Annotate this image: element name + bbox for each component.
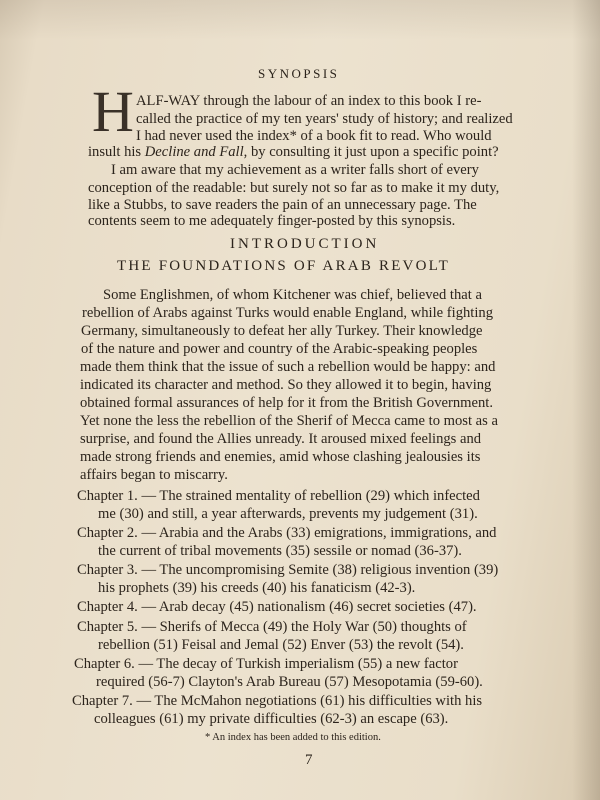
chapter-7-line-2: colleagues (61) my private difficulties (62-3) an escape (63). bbox=[94, 711, 449, 727]
body-line-11: affairs began to miscarry. bbox=[80, 467, 228, 483]
synopsis-title: SYNOPSIS bbox=[258, 66, 340, 81]
body-line-6: indicated its character and method. So they allowed it to begin, having bbox=[80, 377, 492, 393]
body-line-5: made them think that the issue of such a rebellion would be happy: and bbox=[80, 359, 496, 375]
chapter-4-line-1: Chapter 4. — Arab decay (45) nationalism (46) secret societies (47). bbox=[77, 599, 477, 615]
synopsis-line-4-a: insult his bbox=[88, 144, 145, 160]
body-line-9: surprise, and found the Allies unready. It aroused mixed feelings and bbox=[80, 431, 482, 447]
page-edge-shadow bbox=[572, 0, 600, 800]
page-number: 7 bbox=[305, 752, 313, 768]
chapter-3-line-2: his prophets (39) his creeds (40) his fanaticism (42-3). bbox=[98, 580, 416, 596]
body-line-3: Germany, simultaneously to defeat her ally Turkey. Their knowledge bbox=[81, 323, 483, 339]
synopsis-line-3: I had never used the index* of a book fit to read. Who would bbox=[136, 128, 492, 144]
synopsis-line-4 bbox=[88, 143, 499, 161]
body-line-10: made strong friends and enemies, amid whose clashing jealousies its bbox=[80, 449, 481, 465]
synopsis-line-8: contents seem to me adequately finger-posted by this synopsis. bbox=[88, 213, 456, 229]
synopsis-line-5: I am aware that my achievement as a writer falls short of every bbox=[111, 162, 479, 178]
synopsis-line-1: ALF-WAY through the labour of an index to this book I re- bbox=[136, 93, 482, 109]
chapter-6-line-2: required (56-7) Clayton's Arab Bureau (57) Mesopotamia (59-60). bbox=[96, 674, 483, 690]
synopsis-line-4-italic: Decline and Fall bbox=[144, 144, 244, 160]
page-top-shadow bbox=[0, 0, 600, 40]
synopsis-line-4-b: , by consulting it just upon a specific point? bbox=[243, 144, 499, 160]
chapter-2-line-2: the current of tribal movements (35) sessile or nomad (36-37). bbox=[98, 543, 462, 559]
chapter-5-line-2: rebellion (51) Feisal and Jemal (52) Enver (53) the revolt (54). bbox=[98, 637, 464, 653]
synopsis-line-7: like a Stubbs, to save readers the pain of an unnecessary page. The bbox=[88, 197, 477, 213]
foundations-heading: THE FOUNDATIONS OF ARAB REVOLT bbox=[117, 258, 450, 274]
body-line-7: obtained formal assurances of help for it from the British Government. bbox=[80, 395, 493, 411]
synopsis-line-6: conception of the readable: but surely not so far as to make it my duty, bbox=[88, 180, 500, 196]
chapter-3-line-1: Chapter 3. — The uncompromising Semite (38) religious invention (39) bbox=[77, 562, 499, 578]
introduction-heading: INTRODUCTION bbox=[230, 236, 380, 252]
chapter-1-line-2: me (30) and still, a year afterwards, prevents my judgement (31). bbox=[98, 506, 478, 522]
body-line-2: rebellion of Arabs against Turks would enable England, while fighting bbox=[82, 305, 493, 321]
footnote: * An index has been added to this edition. bbox=[205, 732, 381, 743]
body-line-1: Some Englishmen, of whom Kitchener was chief, believed that a bbox=[103, 287, 482, 303]
drop-cap: H bbox=[92, 79, 134, 144]
chapter-2-line-1: Chapter 2. — Arabia and the Arabs (33) emigrations, immigrations, and bbox=[77, 525, 497, 541]
body-line-8: Yet none the less the rebellion of the Sherif of Mecca came to most as a bbox=[80, 413, 498, 429]
chapter-1-line-1: Chapter 1. — The strained mentality of rebellion (29) which infected bbox=[77, 488, 480, 504]
body-line-4: of the nature and power and country of the Arabic-speaking peoples bbox=[81, 341, 478, 357]
chapter-6-line-1: Chapter 6. — The decay of Turkish imperialism (55) a new factor bbox=[74, 656, 458, 672]
synopsis-line-2: called the practice of my ten years' study of history; and realized bbox=[136, 111, 513, 127]
chapter-7-line-1: Chapter 7. — The McMahon negotiations (61) his difficulties with his bbox=[72, 693, 483, 709]
chapter-5-line-1: Chapter 5. — Sherifs of Mecca (49) the Holy War (50) thoughts of bbox=[77, 619, 467, 635]
